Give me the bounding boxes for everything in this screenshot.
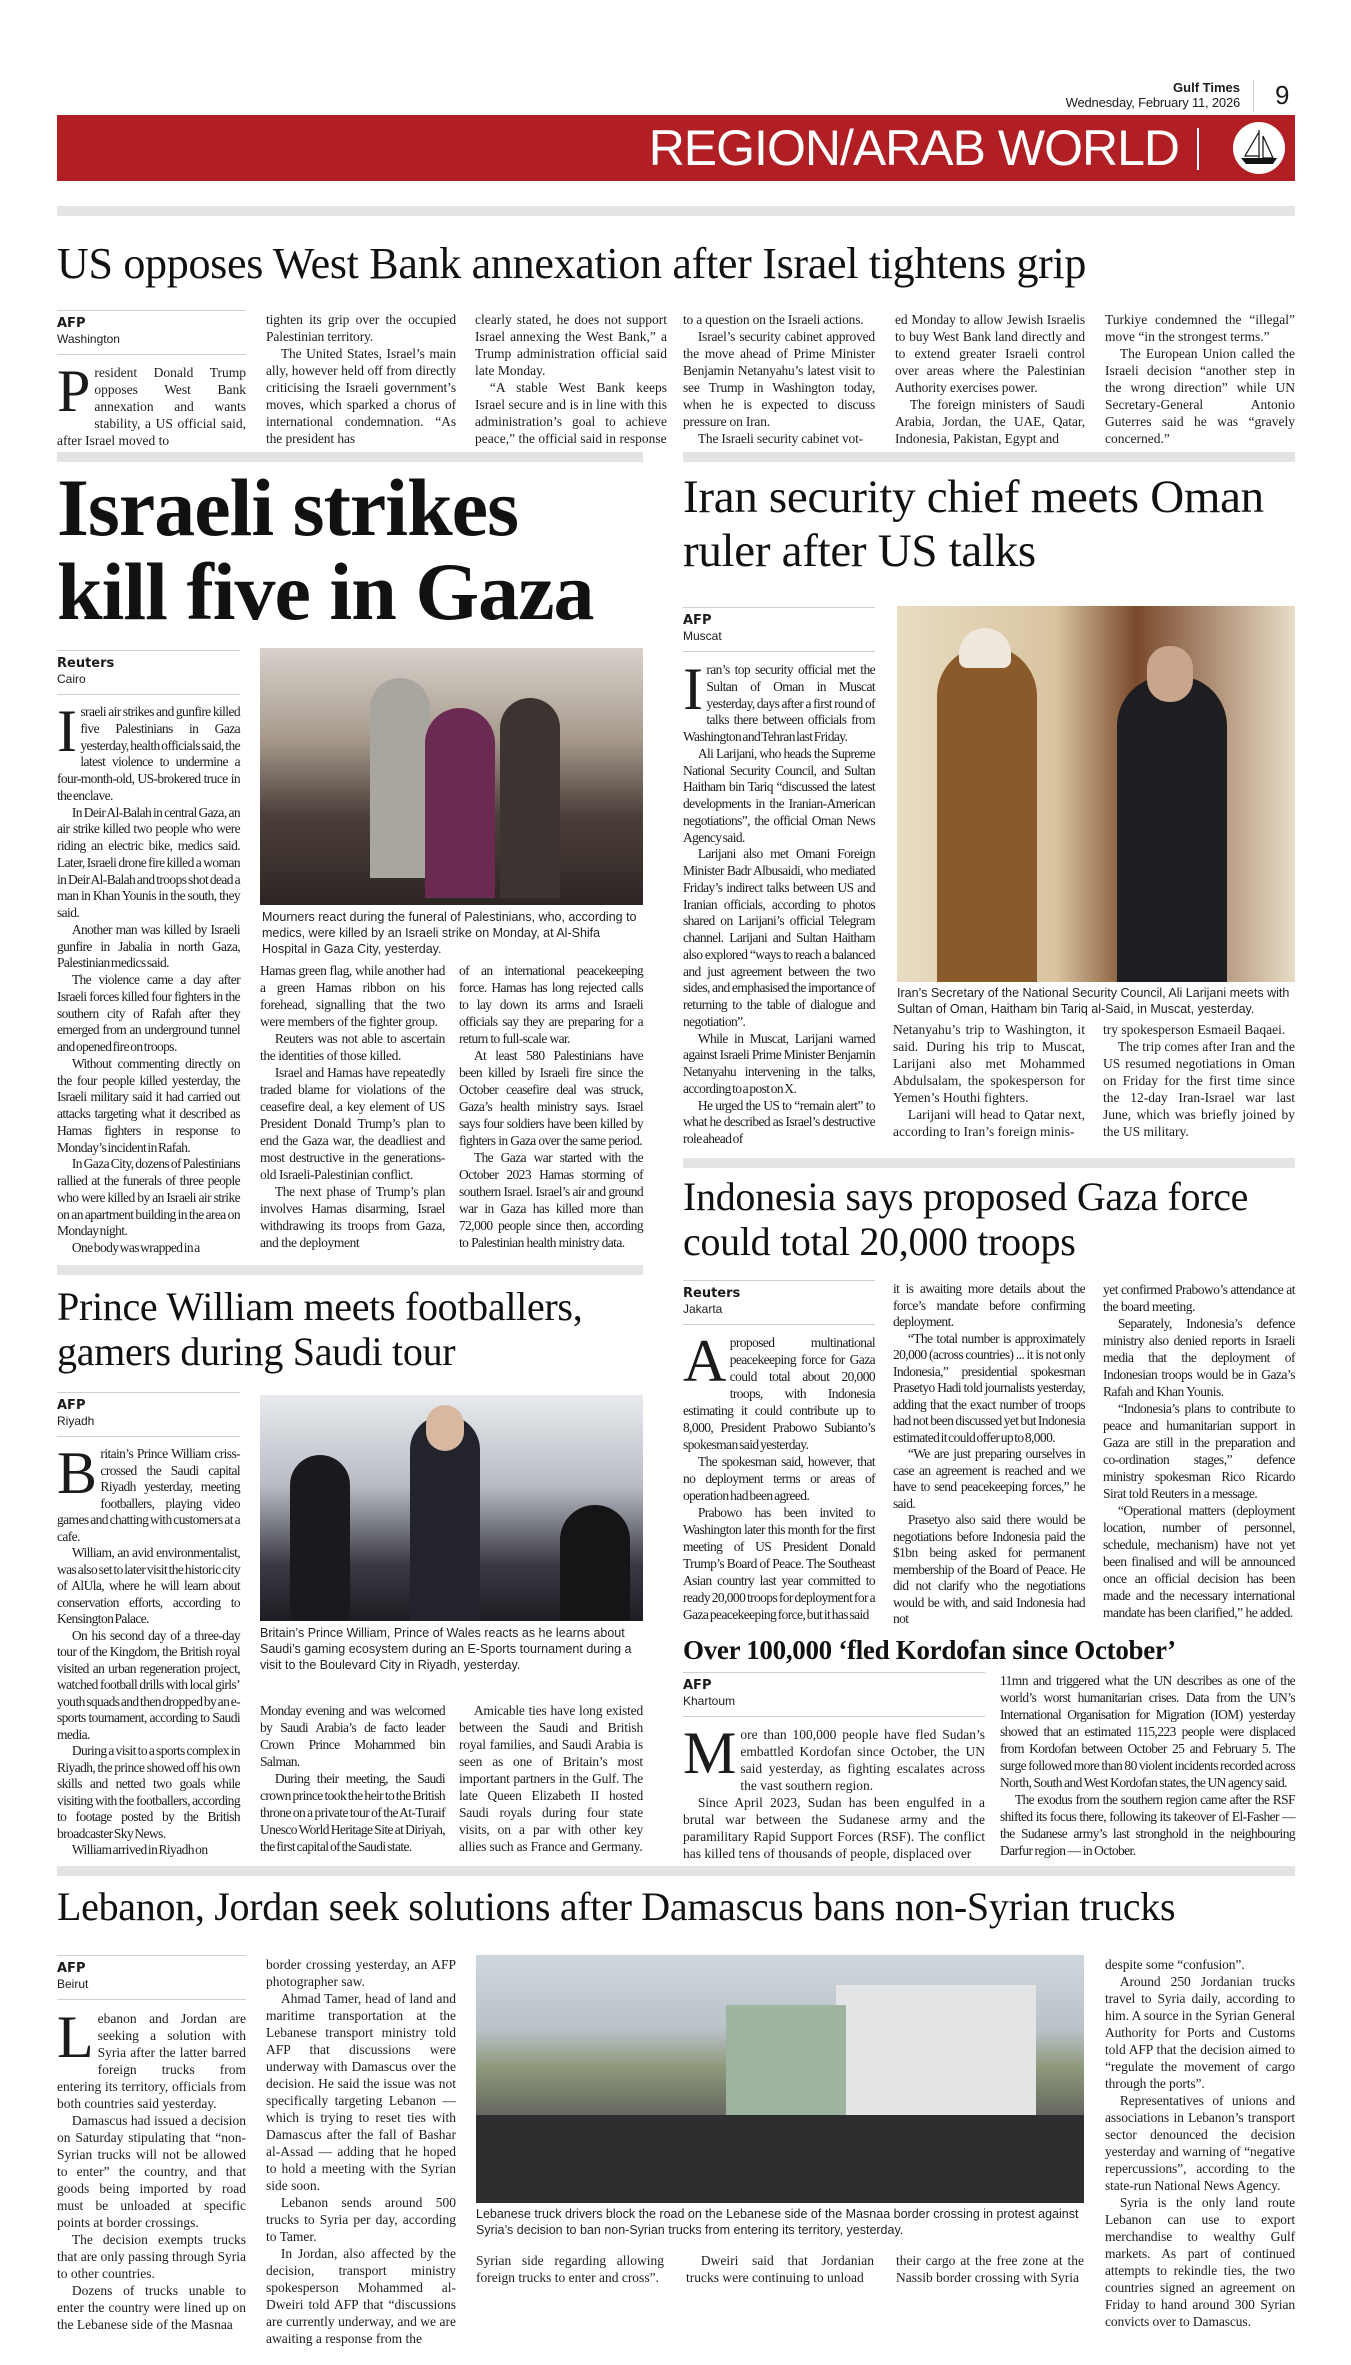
kordofan-byline	[683, 1672, 985, 1717]
article-paragraph: to a question on the Israeli actions.	[683, 312, 864, 327]
gaza-headline: Israeli strikes kill five in Gaza	[57, 462, 594, 637]
article-paragraph: “Indonesia’s plans to contribute to peace and humanitarian support in Gaza are still in the preparation and co-ordination stages,” defence ministry spokesman Rico Ricardo Sirat told Reuters in a message.	[1103, 1401, 1295, 1501]
article-paragraph: At least 580 Palestinians have been killed by Israeli fire since the October ceasefire deal was struck, Gaza’s health ministry says. Israel says four soldiers have been killed by fighters in Gaza over the same period.	[459, 1048, 643, 1148]
byline-agency: AFP	[57, 1961, 86, 1976]
article-paragraph: Representatives of unions and associations in Lebanon’s transport sector denounced the decision yesterday and warning of “negative repercussions”, according to the state-run National News Agency.	[1105, 2093, 1295, 2193]
drop-cap: B	[57, 1440, 97, 1506]
article-paragraph: During a visit to a sports complex in Riyadh, the prince showed off his own skills and netted two goals while visiting with the footballers, according to footage posted by the British broadcaster Sky News.	[57, 1743, 240, 1841]
article-paragraph: The next phase of Trump’s plan involves Hamas disarming, Israel withdrawing its troops from Gaza, and the deployment	[260, 1184, 445, 1250]
article-paragraph: Larijani will head to Qatar next, according to Iran’s foreign minis-	[893, 1107, 1085, 1139]
page-number: 9	[1275, 80, 1290, 110]
byline-agency: AFP	[57, 1398, 86, 1413]
byline-city: Washington	[57, 332, 120, 346]
article-paragraph: President Donald Trump opposes West Bank annexation and wants stability, a US official said, after Israel moved to	[57, 358, 246, 448]
article-paragraph: Dozens of trucks unable to enter the country were lined up on the Lebanese side of the Masnaa	[57, 2283, 246, 2332]
section-title: REGION/ARAB WORLD	[648, 120, 1179, 176]
indonesia-column-1	[683, 1328, 875, 1623]
lebanon-column-1	[57, 2004, 246, 2333]
westbank-headline: US opposes West Bank annexation after Israel tightens grip	[57, 239, 1087, 288]
gaza-funeral-photo	[260, 648, 643, 905]
article-paragraph: yet confirmed Prabowo’s attendance at the board meeting.	[1103, 1282, 1295, 1314]
westbank-column-4	[683, 311, 875, 447]
article-paragraph: Turkiye condemned the “illegal” move “in the strongest terms.”	[1105, 312, 1295, 344]
article-paragraph: Britain’s Prince William criss-crossed the Saudi capital Riyadh yesterday, meeting footballers, playing video games and chatting with customers at a cafe.	[57, 1440, 240, 1544]
william-column-2	[260, 1702, 445, 1855]
iran-column-1	[683, 656, 875, 1148]
article-paragraph: clearly stated, he does not support Israel annexing the West Bank,” a Trump administration official said late Monday.	[475, 312, 667, 378]
article-paragraph: Around 250 Jordanian trucks travel to Syria daily, according to him. A source in the Syrian General Authority for Ports and Customs told AFP that the decision aimed to “regulate the movement of cargo through the ports”.	[1105, 1974, 1295, 2091]
westbank-column-1	[57, 358, 246, 449]
article-paragraph: try spokesperson Esmaeil Baqaei.	[1103, 1022, 1286, 1037]
westbank-column-3	[475, 311, 667, 447]
article-paragraph: Separately, Indonesia’s defence ministry also denied reports in Israeli media that the deployment of Indonesian troops would be in Gaza’s Rafah and Khan Younis.	[1103, 1316, 1295, 1399]
lebanon-photo-caption: Lebanese truck drivers block the road on the Lebanese side of the Masnaa border crossing in protest against Syria’s decision to ban non-Syrian trucks from entering its territory, yesterday.	[476, 2207, 1079, 2237]
article-paragraph: Hamas green flag, while another had a green Hamas ribbon on his forehead, signalling that the two were members of the fighter group.	[260, 963, 445, 1029]
westbank-column-2	[266, 311, 456, 447]
article-paragraph: 11mn and triggered what the UN describes as one of the world’s worst humanitarian crises. Data from the UN’s International Organisation for Migration (IOM) yesterday showed that an estimated 115,223 people were displaced from Kordofan between October 25 and February 5. The surge followed more than 80 violent incidents recorded across North, South and West Kordofan states, the UN agency said.	[1000, 1673, 1295, 1790]
banner-divider	[1197, 128, 1199, 170]
byline-city: Muscat	[683, 629, 722, 643]
william-headline: Prince William meets footballers, gamers during Saudi tour	[57, 1284, 583, 1374]
article-paragraph: In Jordan, also affected by the decision, transport ministry spokesperson Mohammed al-Dweiri told AFP that “discussions are currently underway, and we are awaiting a response from the	[266, 2246, 456, 2346]
drop-cap: I	[57, 698, 77, 764]
article-paragraph: The spokesman said, however, that no deployment terms or areas of operation had been agreed.	[683, 1454, 875, 1503]
article-paragraph: Another man was killed by Israeli gunfire in Jabalia in north Gaza, Palestinian medics said.	[57, 921, 240, 971]
byline-city: Cairo	[57, 672, 86, 686]
iran-column-2	[893, 1021, 1085, 1140]
article-paragraph: He urged the US to “remain alert” to what he described as Israel’s destructive role ahead of	[683, 1097, 875, 1146]
article-paragraph: Syria is the only land route Lebanon can use to export merchandise to wealthy Gulf markets. As part of continued attempts to rekindle ties, the two countries signed an agreement on Friday to hand around 300 Syrian convicts over to Damascus.	[1105, 2195, 1295, 2329]
article-paragraph: Reuters was not able to ascertain the identities of those killed.	[260, 1031, 445, 1063]
drop-cap: A	[683, 1328, 726, 1394]
article-paragraph: While in Muscat, Larijani warned against Israeli Prime Minister Benjamin Netanyahu intervening in the talks, according to a post on X.	[683, 1030, 875, 1096]
article-paragraph: William, an avid environmentalist, was also set to later visit the historic city of AlUla, where he will learn about conservation efforts, according to Kensington Palace.	[57, 1545, 240, 1626]
byline-city: Jakarta	[683, 1302, 723, 1316]
byline-agency: AFP	[683, 613, 712, 628]
byline-city: Beirut	[57, 1977, 89, 1991]
article-paragraph: Iran’s top security official met the Sultan of Oman in Muscat yesterday, days after a first round of talks there between officials from Washington and Tehran last Friday.	[683, 656, 875, 744]
iran-byline	[683, 607, 875, 652]
lebanon-column-3	[476, 2252, 664, 2286]
article-paragraph: despite some “confusion”.	[1105, 1957, 1245, 1972]
article-paragraph: Syrian side regarding allowing foreign trucks to enter and cross”.	[476, 2253, 664, 2285]
article-paragraph: The trip comes after Iran and the US resumed negotiations in Oman on Friday for the first time since the 12-day Iran-Israel war last June, which was briefly joined by the US military.	[1103, 1039, 1295, 1139]
indonesia-column-3	[1103, 1281, 1295, 1621]
article-paragraph: Larijani also met Omani Foreign Minister Badr Albusaidi, who mediated Friday’s indirect talks between US and Iranian officials, according to photos shared on Larijani’s official Telegram channel. Larijani and Sultan Haitham also explored “ways to reach a balanced and just agreement between the two sides, and emphasised the importance of returning to the table of dialogue and negotiation”.	[683, 846, 875, 1029]
westbank-column-5	[895, 311, 1085, 447]
lebanon-column-4	[686, 2252, 874, 2286]
iran-oman-meeting-photo	[897, 606, 1295, 982]
section-rule	[57, 1265, 643, 1275]
gaza-column-1	[57, 698, 240, 1257]
article-paragraph: Since April 2023, Sudan has been engulfed in a brutal war between the Sudanese army and the paramilitary Rapid Support Forces (RSF). The conflict has killed tens of thousands of people, displaced over	[683, 1795, 985, 1861]
article-paragraph: The European Union called the Israeli decision “another step in the wrong direction” while UN Secretary-General Antonio Guterres said he was “gravely concerned.”	[1105, 346, 1295, 446]
lebanon-byline	[57, 1955, 246, 2000]
gaza-photo-caption: Mourners react during the funeral of Palestinians, who, according to medics, were killed by an Israeli strike on Monday, at Al-Shifa Hospital in Gaza City, yesterday.	[262, 910, 637, 956]
kordofan-column-1	[683, 1720, 985, 1862]
article-paragraph: One body was wrapped in a	[71, 1240, 200, 1255]
article-paragraph: Ali Larijani, who heads the Supreme National Security Council, and Sultan Haitham bin Tariq “discussed the latest developments in the Iranian-American negotiations”, the official Oman News Agency said.	[683, 745, 875, 845]
william-column-3	[459, 1702, 643, 1855]
article-paragraph: Prabowo has been invited to Washington later this month for the first meeting of US President Donald Trump’s Board of Peace. The Southeast Asian country last year committed to ready 20,000 troops for deployment for a Gaza peacekeeping force, but it has said	[683, 1505, 875, 1622]
article-paragraph: The violence came a day after Israeli forces killed four fighters in the southern city of Rafah after they emerged from an underground tunnel and opened fire on troops.	[57, 972, 240, 1054]
article-paragraph: of an international peacekeeping force. Hamas has long rejected calls to lay down its arms and Israeli officials say they are preparing for a return to full-scale war.	[459, 963, 643, 1046]
article-paragraph: “The total number is approximately 20,000 (across countries) ... it is not only Indonesia,” presidential spokesman Prasetyo Hadi told journalists yesterday, adding that the exact number of troops had not been discussed yet but Indonesia estimated it could offer up to 8,000.	[893, 1330, 1085, 1445]
masthead-info	[900, 80, 1240, 110]
william-byline	[57, 1392, 240, 1437]
byline-city: Riyadh	[57, 1414, 95, 1428]
indonesia-column-2	[893, 1281, 1085, 1628]
article-paragraph: In Gaza City, dozens of Palestinians rallied at the funerals of three people who were killed by an Israeli air strike on an apartment building in the area on Monday night.	[57, 1156, 240, 1239]
kordofan-column-2	[1000, 1672, 1295, 1859]
section-rule	[57, 206, 1295, 216]
article-paragraph: “A stable West Bank keeps Israel secure and is in line with this administration’s goal to achieve peace,” the official said in response	[475, 380, 667, 446]
article-paragraph: Dweiri said that Jordanian trucks were continuing to unload	[686, 2253, 874, 2285]
article-paragraph: Netanyahu’s trip to Washington, it said. During his trip to Muscat, Larijani also met Mohammed Abdulsalam, the spokesperson for Yemen’s Houthi fighters.	[893, 1022, 1085, 1105]
drop-cap: M	[683, 1720, 737, 1786]
william-column-1	[57, 1440, 240, 1859]
article-paragraph: The decision exempts trucks that are only passing through Syria to other countries.	[57, 2232, 246, 2281]
article-paragraph: Amicable ties have long existed between the Saudi and British royal families, and Saudi Arabia is seen as one of Britain’s most important partners in the Gulf. The late Queen Elizabeth II hosted Saudi royals during four state visits, on a par with other key allies such as France and Germany.	[459, 1703, 643, 1854]
byline-agency: Reuters	[683, 1286, 741, 1301]
westbank-byline	[57, 310, 246, 355]
dhow-boat-logo-icon	[1233, 122, 1285, 174]
article-paragraph: Ahmad Tamer, head of land and maritime transportation at the Lebanese transport ministry told AFP that discussions were underway with Damascus over the decision. He said the issue was not specifically targeting Lebanon — which is trying to reset ties with Damascus after the fall of Bashar al-Assad — adding that he hoped to hold a meeting with the Syrian side soon.	[266, 1991, 456, 2193]
article-paragraph: Prasetyo also said there would be negotiations before Indonesia paid the $1bn being asked for permanent membership of the Board of Peace. He did not clarify who the negotiations would be with, and said Indonesia had not	[893, 1512, 1085, 1626]
article-paragraph: Without commenting directly on the four people killed yesterday, the Israeli military said it had carried out attacks targeting what it described as Hamas fighters in response to Monday’s incident in Rafah.	[57, 1055, 240, 1155]
iran-column-3	[1103, 1021, 1295, 1140]
lebanon-column-5	[896, 2252, 1084, 2286]
byline-agency: AFP	[57, 316, 86, 331]
article-paragraph: Monday evening and was welcomed by Saudi Arabia’s de facto leader Crown Prince Mohammed bin Salman.	[260, 1703, 445, 1769]
article-paragraph: Israel and Hamas have repeatedly traded blame for violations of the ceasefire deal, a key element of US President Donald Trump’s plan to end the Gaza war, the deadliest and most destructive in the generations-old Israeli-Palestinian conflict.	[260, 1065, 445, 1182]
drop-cap: L	[57, 2004, 94, 2070]
article-paragraph: Aproposed multinational peacekeeping force for Gaza could total about 20,000 troops, with Indonesia estimating it could contribute up to 8,000, President Prabowo Subianto’s spokesman said yesterday.	[683, 1328, 875, 1452]
article-paragraph: William arrived in Riyadh on	[71, 1842, 208, 1857]
lebanon-headline: Lebanon, Jordan seek solutions after Damascus bans non-Syrian trucks	[57, 1884, 1176, 1929]
gaza-byline	[57, 650, 240, 695]
article-paragraph: Lebanon and Jordan are seeking a solution with Syria after the latter barred foreign trucks from entering its territory, officials from both countries said yesterday.	[57, 2004, 246, 2111]
article-paragraph: Israel’s security cabinet approved the move ahead of Prime Minister Benjamin Netanyahu’s latest visit to see Trump in Washington today, when he is expected to discuss pressure on Iran.	[683, 329, 875, 429]
article-paragraph: The foreign ministers of Saudi Arabia, Jordan, the UAE, Qatar, Indonesia, Pakistan, Egypt and	[895, 397, 1085, 446]
indonesia-byline	[683, 1280, 875, 1325]
article-paragraph: tighten its grip over the occupied Palestinian territory.	[266, 312, 456, 344]
article-paragraph: In Deir Al-Balah in central Gaza, an air strike killed two people who were riding an electric bike, medics said. Later, Israeli drone fire killed a woman in Deir Al-Balah and troops shot dead a man in Khan Younis in the south, they said.	[57, 804, 240, 920]
section-rule	[683, 1158, 1295, 1168]
drop-cap: I	[683, 656, 703, 722]
gaza-column-2	[260, 962, 445, 1251]
article-paragraph: border crossing yesterday, an AFP photographer saw.	[266, 1957, 456, 1989]
article-paragraph: their cargo at the free zone at the Nassib border crossing with Syria	[896, 2253, 1084, 2285]
article-paragraph: Israeli air strikes and gunfire killed five Palestinians in Gaza yesterday, health officials said, the latest violence to undermine a four-month-old, US-brokered truce in the enclave.	[57, 698, 240, 803]
article-paragraph: Damascus had issued a decision on Saturday stipulating that “non-Syrian trucks will not be allowed to enter” the country, and that goods being imported by road must be unloaded at specific points at border crossings.	[57, 2113, 246, 2230]
kordofan-headline: Over 100,000 ‘fled Kordofan since October’	[683, 1635, 1176, 1665]
william-esports-photo	[260, 1395, 643, 1621]
article-paragraph: The Israeli security cabinet vot-	[697, 431, 863, 446]
section-rule	[57, 1866, 1295, 1876]
byline-agency: Reuters	[57, 656, 115, 671]
article-paragraph: More than 100,000 people have fled Sudan’s embattled Kordofan since October, the UN said yesterday, as fighting escalates across the vast southern region.	[683, 1720, 985, 1793]
gaza-column-3	[459, 962, 643, 1251]
article-paragraph: “Operational matters (deployment location, number of personnel, schedule, mechanism) have not yet been finalised and will be announced once an official decision has been made and the necessary international mandate has been clarified,” he added.	[1103, 1503, 1295, 1620]
article-paragraph: it is awaiting more details about the force’s mandate before confirming deployment.	[893, 1281, 1085, 1329]
iran-headline: Iran security chief meets Oman ruler after US talks	[683, 471, 1264, 577]
masthead-divider	[1253, 80, 1254, 112]
article-paragraph: The exodus from the southern region came after the RSF shifted its focus there, following its takeover of El-Fasher — the Sudanese army’s last stronghold in the neighbouring Darfur region — in October.	[1000, 1792, 1295, 1858]
article-paragraph: On his second day of a three-day tour of the Kingdom, the British royal visited an urban regeneration project, watched football drills with local girls’ youth squads and then dropped by an e-sports tournament, according to Saudi media.	[57, 1627, 240, 1742]
iran-photo-caption: Iran’s Secretary of the National Security Council, Ali Larijani meets with Sultan of Oman, Haitham bin Tariq al-Said, in Muscat, yesterday.	[897, 986, 1290, 1016]
article-paragraph: “We are just preparing ourselves in case an agreement is reached and we have to send peacekeeping forces,” he said.	[893, 1446, 1085, 1511]
lebanon-column-6	[1105, 1956, 1295, 2330]
issue-date: Wednesday, February 11, 2026	[1065, 95, 1240, 110]
section-banner	[57, 115, 1295, 181]
indonesia-headline: Indonesia says proposed Gaza force could total 20,000 troops	[683, 1174, 1249, 1264]
article-paragraph: Lebanon sends around 500 trucks to Syria per day, according to Tamer.	[266, 2195, 456, 2244]
article-paragraph: ed Monday to allow Jewish Israelis to buy West Bank land directly and to extend greater Israeli control over areas where the Palestinian Authority exercises power.	[895, 312, 1085, 395]
article-paragraph: The Gaza war started with the October 2023 Hamas storming of southern Israel. Israel’s air and ground war in Gaza has killed more than 72,000 people since then, according to Palestinian health ministry data.	[459, 1150, 643, 1250]
lebanon-trucks-photo	[476, 1955, 1084, 2203]
article-paragraph: During their meeting, the Saudi crown prince took the heir to the British throne on a private tour of the At-Turaif Unesco World Heritage Site at Diriyah, the first capital of the Saudi state.	[260, 1771, 445, 1854]
section-rule	[57, 452, 643, 462]
byline-city: Khartoum	[683, 1694, 736, 1708]
westbank-column-6	[1105, 311, 1295, 447]
lebanon-column-2	[266, 1956, 456, 2347]
article-paragraph: The United States, Israel’s main ally, however held off from directly criticising the Israeli government’s moves, which sparked a chorus of international condemnation. “As the president has	[266, 346, 456, 446]
drop-cap: P	[57, 358, 91, 424]
paper-name: Gulf Times	[1173, 80, 1240, 95]
byline-agency: AFP	[683, 1678, 712, 1693]
section-rule	[683, 452, 1295, 462]
william-photo-caption: Britain’s Prince William, Prince of Wales reacts as he learns about Saudi’s gaming ecosystem during an E-Sports tournament during a visit to the Boulevard City in Riyadh, yesterday.	[260, 1626, 632, 1672]
